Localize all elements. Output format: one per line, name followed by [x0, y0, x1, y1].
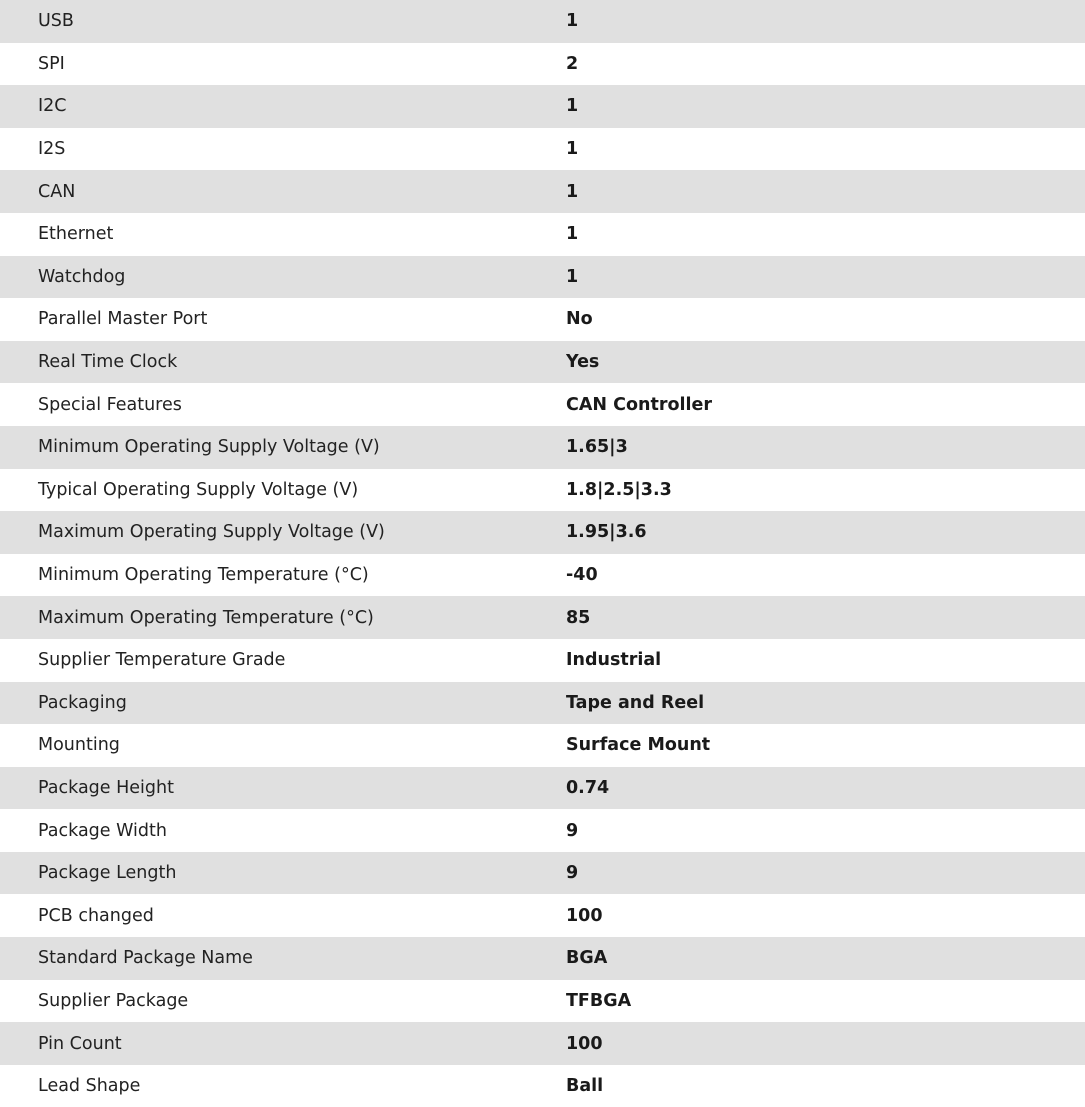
spec-row-package-length [0, 852, 1085, 895]
spec-value: Surface Mount [566, 735, 711, 756]
spec-value: 0.74 [566, 777, 610, 798]
spec-label: I2C [38, 96, 67, 117]
spec-row-typical-supply-voltage [0, 469, 1085, 512]
spec-row-package-width [0, 809, 1085, 852]
spec-value: 1 [566, 139, 579, 160]
spec-label: CAN [38, 181, 76, 202]
spec-row-usb [0, 0, 1085, 43]
spec-value: 2 [566, 53, 579, 74]
spec-value: Yes [566, 352, 600, 373]
spec-row-special-features [0, 383, 1085, 426]
spec-value: Industrial [566, 650, 662, 671]
spec-value: 9 [566, 863, 579, 884]
spec-value: 1.8|2.5|3.3 [566, 479, 672, 500]
spec-row-i2c [0, 85, 1085, 128]
spec-label: Package Width [38, 820, 167, 841]
spec-label: Ethernet [38, 224, 114, 245]
spec-row-supplier-package [0, 980, 1085, 1023]
spec-row-packaging [0, 682, 1085, 725]
spec-label: Package Length [38, 863, 177, 884]
spec-value: 85 [566, 607, 591, 628]
spec-label: USB [38, 11, 74, 32]
spec-label: Lead Shape [38, 1076, 141, 1097]
spec-label: Standard Package Name [38, 948, 253, 969]
spec-label: Real Time Clock [38, 352, 178, 373]
spec-row-min-temperature [0, 554, 1085, 597]
spec-value: 1.95|3.6 [566, 522, 647, 543]
spec-label: SPI [38, 53, 65, 74]
spec-label: Maximum Operating Temperature (°C) [38, 607, 374, 628]
spec-label: I2S [38, 139, 66, 160]
spec-value: TFBGA [566, 990, 632, 1011]
spec-label: Special Features [38, 394, 182, 415]
spec-value: 1 [566, 11, 579, 32]
spec-row-mounting [0, 724, 1085, 767]
spec-value: 1 [566, 96, 579, 117]
spec-value: 9 [566, 820, 579, 841]
spec-value: 100 [566, 905, 603, 926]
spec-value: CAN Controller [566, 394, 712, 415]
spec-label: Pin Count [38, 1033, 122, 1054]
spec-row-pin-count [0, 1022, 1085, 1065]
spec-row-standard-package-name [0, 937, 1085, 980]
spec-row-min-supply-voltage [0, 426, 1085, 469]
spec-label: Minimum Operating Supply Voltage (V) [38, 437, 380, 458]
spec-value: 1 [566, 266, 579, 287]
spec-label: Packaging [38, 692, 127, 713]
spec-value: No [566, 309, 593, 330]
spec-row-ethernet [0, 213, 1085, 256]
spec-label: Supplier Package [38, 990, 189, 1011]
spec-row-temperature-grade [0, 639, 1085, 682]
spec-value: Tape and Reel [566, 692, 705, 713]
spec-value: Ball [566, 1076, 604, 1097]
spec-value: 1.65|3 [566, 437, 628, 458]
spec-row-package-height [0, 767, 1085, 810]
spec-label: Package Height [38, 777, 174, 798]
spec-row-spi [0, 43, 1085, 86]
spec-value: 1 [566, 224, 579, 245]
spec-row-real-time-clock [0, 341, 1085, 384]
spec-row-max-supply-voltage [0, 511, 1085, 554]
spec-row-max-temperature [0, 596, 1085, 639]
spec-label: Maximum Operating Supply Voltage (V) [38, 522, 385, 543]
spec-row-lead-shape [0, 1065, 1085, 1107]
spec-row-watchdog [0, 256, 1085, 299]
spec-label: Supplier Temperature Grade [38, 650, 286, 671]
spec-label: Parallel Master Port [38, 309, 208, 330]
spec-value: 1 [566, 181, 579, 202]
spec-row-pcb-changed [0, 894, 1085, 937]
spec-label: Typical Operating Supply Voltage (V) [38, 479, 359, 500]
spec-label: Watchdog [38, 266, 126, 287]
spec-value: -40 [566, 565, 598, 586]
spec-label: Minimum Operating Temperature (°C) [38, 565, 369, 586]
spec-row-i2s [0, 128, 1085, 171]
spec-value: BGA [566, 948, 608, 969]
spec-row-parallel-master-port [0, 298, 1085, 341]
spec-label: Mounting [38, 735, 120, 756]
spec-label: PCB changed [38, 905, 154, 926]
spec-value: 100 [566, 1033, 603, 1054]
spec-row-can [0, 170, 1085, 213]
